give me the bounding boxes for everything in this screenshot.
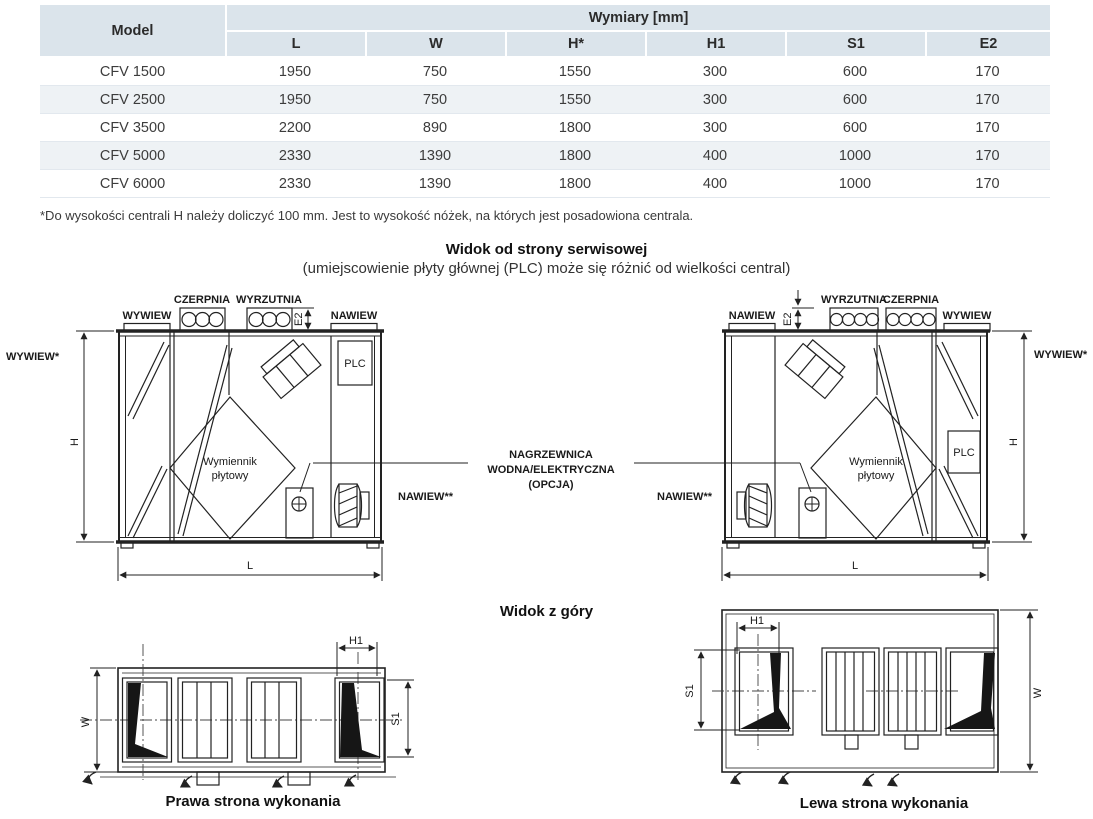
value-cell: 2200 (225, 114, 365, 142)
top-view-right-version (80, 642, 414, 787)
supply-label: NAWIEW (728, 310, 776, 322)
right-version-caption: Prawa strona wykonania (165, 793, 341, 810)
value-cell: 600 (785, 114, 925, 142)
col-header-h: H* (505, 32, 645, 58)
fan-icon (785, 337, 849, 399)
heater-note-2: WODNA/ELEKTRYCZNA (487, 464, 615, 476)
h1-dim-label: H1 (348, 635, 364, 647)
top-view-diagram (0, 600, 1093, 819)
supply-label: NAWIEW (330, 310, 378, 322)
service-view-title: Widok od strony serwisowej (445, 241, 648, 258)
value-cell: 170 (925, 170, 1050, 198)
supply-fan-icon (737, 484, 772, 527)
h-dim-label: H (1008, 438, 1020, 446)
plate-exchanger (811, 397, 936, 539)
exchanger-label-2: płytowy (211, 470, 249, 482)
table-row (40, 86, 1050, 114)
model-cell: CFV 6000 (40, 170, 225, 198)
value-cell: 890 (365, 114, 505, 142)
value-cell: 1800 (505, 170, 645, 198)
top-view-title: Widok z góry (499, 603, 594, 620)
model-cell: CFV 3500 (40, 114, 225, 142)
col-header-s1: S1 (785, 32, 925, 58)
exhaust-label: WYWIEW (942, 310, 992, 322)
model-column-header: Model (40, 5, 225, 58)
value-cell: 600 (785, 58, 925, 86)
dimensions-table (40, 5, 1050, 198)
intake-label: CZERPNIA (173, 294, 231, 306)
value-cell: 2330 (225, 142, 365, 170)
value-cell: 170 (925, 114, 1050, 142)
value-cell: 300 (645, 58, 785, 86)
exhaust-side-label: WYWIEW* (6, 351, 60, 363)
supply-side-label: NAWIEW** (657, 491, 712, 503)
dimensions-group-header: Wymiary [mm] (225, 5, 1050, 32)
value-cell: 750 (365, 86, 505, 114)
exchanger-label-2: płytowy (857, 470, 895, 482)
col-header-e2: E2 (925, 32, 1050, 58)
intake-label: CZERPNIA (882, 294, 940, 306)
e2-dim-label: E2 (782, 312, 794, 326)
intake-duct (886, 308, 936, 331)
model-cell: CFV 5000 (40, 142, 225, 170)
value-cell: 400 (645, 142, 785, 170)
plc-label: PLC (953, 447, 975, 459)
model-cell: CFV 2500 (40, 86, 225, 114)
exhaust-side-label: WYWIEW* (1034, 349, 1088, 361)
s1-dim-label: S1 (684, 684, 696, 698)
damper-panel (735, 648, 793, 735)
col-header-h1: H1 (645, 32, 785, 58)
value-cell: 600 (785, 86, 925, 114)
value-cell: 1950 (225, 58, 365, 86)
value-cell: 1550 (505, 86, 645, 114)
supply-side-label: NAWIEW** (398, 491, 453, 503)
value-cell: 1950 (225, 86, 365, 114)
discharge-label: WYRZUTNIA (236, 294, 302, 306)
table-row (40, 142, 1050, 170)
plc-label: PLC (344, 358, 366, 370)
dimensions-table-wrap (40, 5, 1050, 198)
value-cell: 300 (645, 86, 785, 114)
value-cell: 170 (925, 58, 1050, 86)
value-cell: 300 (645, 114, 785, 142)
w-dim-label: W (80, 716, 92, 728)
value-cell: 170 (925, 86, 1050, 114)
model-cell: CFV 1500 (40, 58, 225, 86)
value-cell: 1000 (785, 170, 925, 198)
value-cell: 1390 (365, 170, 505, 198)
value-cell: 170 (925, 142, 1050, 170)
discharge-duct (247, 308, 292, 331)
h1-dim-label: H1 (749, 615, 765, 627)
left-version-caption: Lewa strona wykonania (799, 795, 969, 812)
col-header-l: L (225, 32, 365, 58)
heater-note-3: (OPCJA) (528, 479, 574, 491)
l-dim-label: L (851, 560, 859, 572)
table-row (40, 170, 1050, 198)
w-dim-label: W (1032, 687, 1044, 699)
top-view-left-version (694, 610, 1038, 786)
discharge-duct (830, 308, 879, 331)
intake-duct (180, 308, 225, 331)
filter-panel (884, 648, 941, 749)
height-footnote: *Do wysokości centrali H należy doliczyć 100 mm. Jest to wysokość nóżek, na których jest posadowiona centrala. (40, 208, 694, 223)
heater-section (799, 463, 826, 538)
service-view-subtitle: (umiejscowienie płyty głównej (PLC) może się różnić od wielkości central) (302, 260, 791, 277)
service-right-unit (722, 290, 1032, 581)
table-row (40, 114, 1050, 142)
value-cell: 1000 (785, 142, 925, 170)
filter-panel (822, 648, 879, 749)
discharge-label: WYRZUTNIA (821, 294, 887, 306)
h-dim-label: H (69, 438, 81, 446)
service-left-unit (76, 308, 384, 581)
exchanger-label-1: Wymiennik (203, 456, 257, 468)
l-dim-label: L (246, 560, 254, 572)
col-header-w: W (365, 32, 505, 58)
value-cell: 1800 (505, 114, 645, 142)
value-cell: 2330 (225, 170, 365, 198)
value-cell: 1550 (505, 58, 645, 86)
table-row (40, 58, 1050, 86)
damper-panel (944, 648, 998, 735)
value-cell: 750 (365, 58, 505, 86)
value-cell: 1390 (365, 142, 505, 170)
value-cell: 400 (645, 170, 785, 198)
exhaust-label: WYWIEW (122, 310, 172, 322)
exchanger-label-1: Wymiennik (849, 456, 903, 468)
value-cell: 1800 (505, 142, 645, 170)
s1-dim-label: S1 (390, 712, 402, 726)
plate-exchanger (170, 397, 295, 539)
supply-fan-icon (335, 484, 370, 527)
service-view-diagram (0, 285, 1093, 600)
heater-note-1: NAGRZEWNICA (509, 449, 593, 461)
fan-icon (257, 337, 321, 399)
e2-dim-label: E2 (293, 312, 305, 326)
